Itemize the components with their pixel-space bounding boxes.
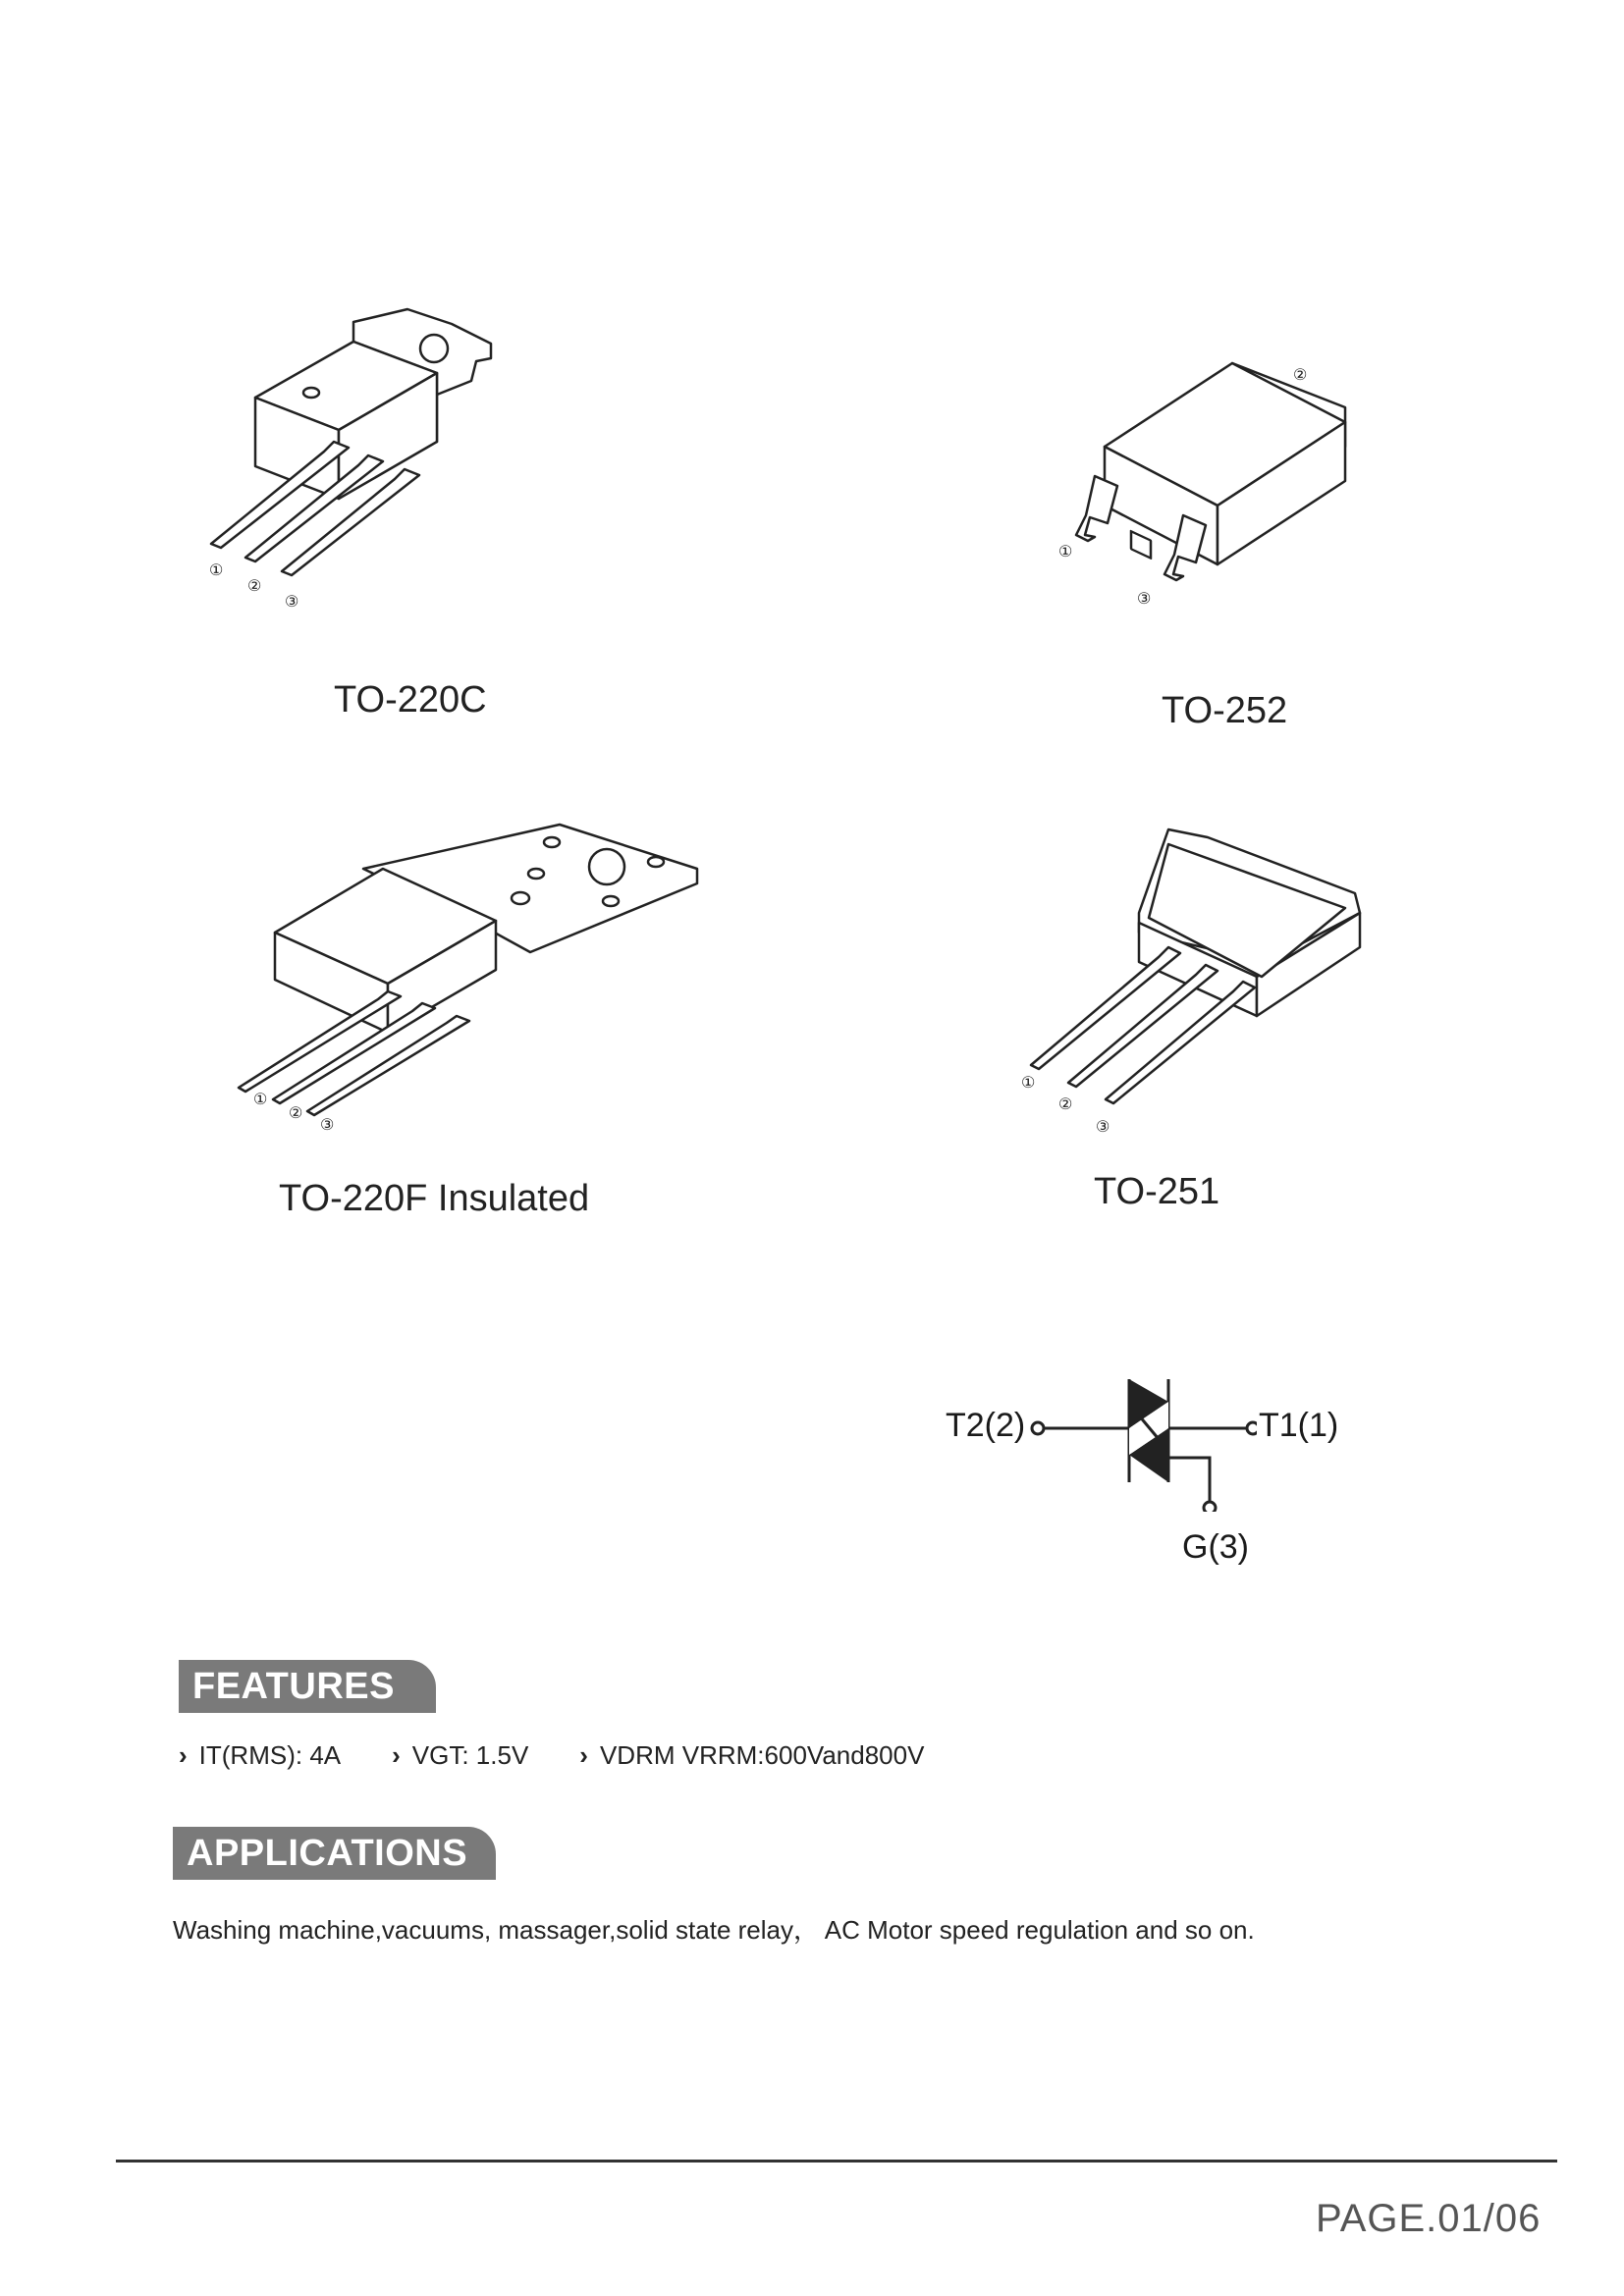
- chevron-right-icon: ›: [579, 1740, 588, 1770]
- to220f-pin-1: ①: [253, 1092, 268, 1108]
- feature-text: VDRM VRRM:600Vand800V: [599, 1740, 925, 1770]
- feature-item: [392, 1740, 528, 1771]
- applications-heading: APPLICATIONS: [173, 1827, 496, 1880]
- to252-drawing: [1051, 348, 1375, 614]
- to220c-pin-3: ③: [285, 594, 299, 611]
- to252-label: TO-252: [1162, 690, 1288, 731]
- to220f-pin-3: ③: [320, 1117, 335, 1134]
- to251-pin-2: ②: [1058, 1096, 1073, 1113]
- to220c-drawing: [196, 304, 668, 628]
- t2-label: T2(2): [946, 1407, 1026, 1444]
- to220f-pin-2: ②: [289, 1105, 303, 1122]
- feature-text: VGT: 1.5V: [411, 1740, 529, 1770]
- to251-drawing: [1021, 820, 1375, 1144]
- g-label: G(3): [1182, 1528, 1249, 1566]
- t1-label: T1(1): [1259, 1407, 1339, 1444]
- chevron-right-icon: ›: [179, 1740, 188, 1770]
- feature-item: [179, 1740, 341, 1771]
- to220c-pin-1: ①: [209, 562, 224, 579]
- applications-text: Washing machine,vacuums, massager,solid state relay， AC Motor speed regulation and so on.: [173, 1915, 1255, 1945]
- to252-pin-2: ②: [1293, 367, 1308, 384]
- to252-pin-1: ①: [1058, 544, 1073, 561]
- to220c-pin-2: ②: [247, 578, 262, 595]
- features-list: [179, 1740, 975, 1771]
- to220c-label: TO-220C: [334, 679, 487, 721]
- chevron-right-icon: ›: [392, 1740, 401, 1770]
- footer-divider: [116, 2160, 1557, 2163]
- to251-pin-3: ③: [1096, 1119, 1110, 1136]
- feature-item: [579, 1740, 924, 1771]
- to252-pin-3: ③: [1137, 591, 1152, 608]
- to220f-drawing: [236, 815, 707, 1139]
- features-heading: FEATURES: [179, 1660, 436, 1713]
- page-number: PAGE.01/06: [1316, 2197, 1542, 2240]
- to251-pin-1: ①: [1021, 1075, 1036, 1092]
- to251-label: TO-251: [1094, 1171, 1220, 1212]
- feature-text: IT(RMS): 4A: [198, 1740, 342, 1770]
- triac-symbol: [1021, 1364, 1257, 1512]
- to220f-label: TO-220F Insulated: [279, 1178, 590, 1219]
